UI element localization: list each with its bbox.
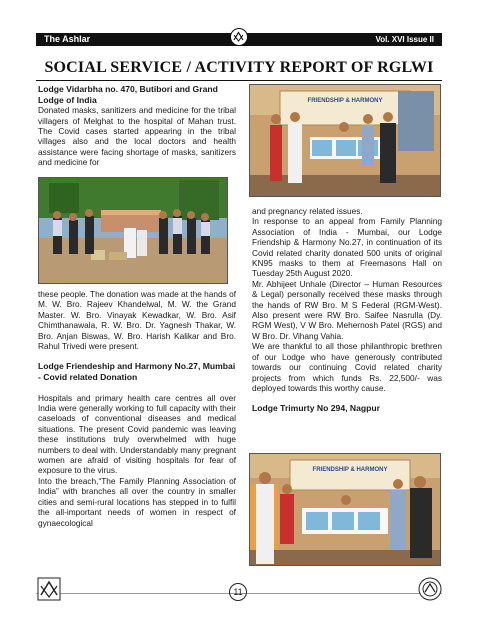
- photo-trimurty-donation: [249, 453, 441, 566]
- photo-mask-donation: [249, 84, 441, 197]
- page-number: 11: [229, 583, 247, 601]
- friendship-text-continued: and pregnancy related issues.: [252, 206, 363, 216]
- lodge-vidarbha-text-1: Donated masks, sanitizers and medicine for the tribal villagers of Melghat to the hospital of Mahan trust. The Covid cases started appearing in the tribal villages also and the local doctors and health assistance were facing shortage of masks, sanitizers and medicine for: [38, 105, 236, 168]
- photo-outdoor-donation: [38, 177, 228, 284]
- banner-text-top: FRIENDSHIP & HARMONY: [307, 98, 383, 104]
- right-emblem-icon: [418, 577, 442, 601]
- left-column-bottom: [38, 289, 236, 528]
- lodge-friendship-text-1: Hospitals and primary health care centres all over India were generally working to full capacity with their caseloads of conventional diseases and medical situations. The present Covid pandemic was leaving these institutions truly overwhelmed with huge numbers to deal with. Understandably many pregnant women are afraid of visiting hospitals for fear of exposure to the virus.: [38, 392, 236, 476]
- friendship-text-appeal: In response to an appeal from Family Planning Association of India - Mumbai, our Lodge Friendship & Harmony No.27, in continuation of its Covid related charity donated 500 units of original KN95 masks to them at Freemasons Hall on Tuesday 25th August 2020.: [252, 216, 442, 279]
- banner-text-bottom: FRIENDSHIP & HARMONY: [312, 467, 388, 473]
- journal-name: The Ashlar: [44, 34, 91, 44]
- lodge-vidarbha-heading: Lodge Vidarbha no. 470, Butibori and Grand Lodge of India: [38, 84, 218, 105]
- right-column: [252, 206, 442, 414]
- header-bar: [36, 33, 442, 46]
- issue-label: Vol. XVI Issue II: [375, 35, 434, 44]
- friendship-text-thanks: We are thankful to all those philanthropic brethren of our Lodge who have generously contributed towards our continuing Covid related charity projects from which funds Rs. 22,500/- was deployed towards this worthy cause.: [252, 341, 442, 393]
- page-title: SOCIAL SERVICE / ACTIVITY REPORT OF RGLWI: [44, 59, 434, 76]
- title-divider: [36, 80, 442, 81]
- left-column-top: [38, 84, 236, 168]
- lodge-vidarbha-text-2: these people. The donation was made at the hands of M. W. Bro. Rajeev Khandelwal, M. W. the Grand Master. W. Bro. Vinayak Kewadkar, W. Bro. Asif Chimthanawala, R. W. Bro. Dr. Yagnesh Thakar, W. Bro. Anjan Biswas, W. Bro. Harish Kalikar and Bro. Rahul Trivedi were present.: [38, 289, 236, 352]
- lodge-friendship-text-2: Into the breach,“The Family Planning Association of India” with branches all over the country in smaller cities and semi-rural locations has stepped in to fulfil the all-important needs of women in respect of gynaecological: [38, 475, 236, 528]
- lodge-trimurty-heading: Lodge Trimurty No 294, Nagpur: [252, 403, 380, 414]
- left-emblem-icon: [37, 577, 61, 601]
- masonic-emblem-icon: [230, 28, 248, 46]
- friendship-text-received: Mr. Abhijeet Unhale (Director – Human Resources & Legal) personally received these masks through the hands of RW Bro. M S Federal (RGM-West). Also present were RW Bro. Saifee Nasrulla (Dy. RGM West), V W Bro. Mehernosh Patel (RGS) and W Bro. Dr. Vihang Vahia.: [252, 278, 442, 341]
- lodge-friendship-heading: Lodge Friendeship and Harmony No.27, Mumbai - Covid related Donation: [38, 361, 236, 383]
